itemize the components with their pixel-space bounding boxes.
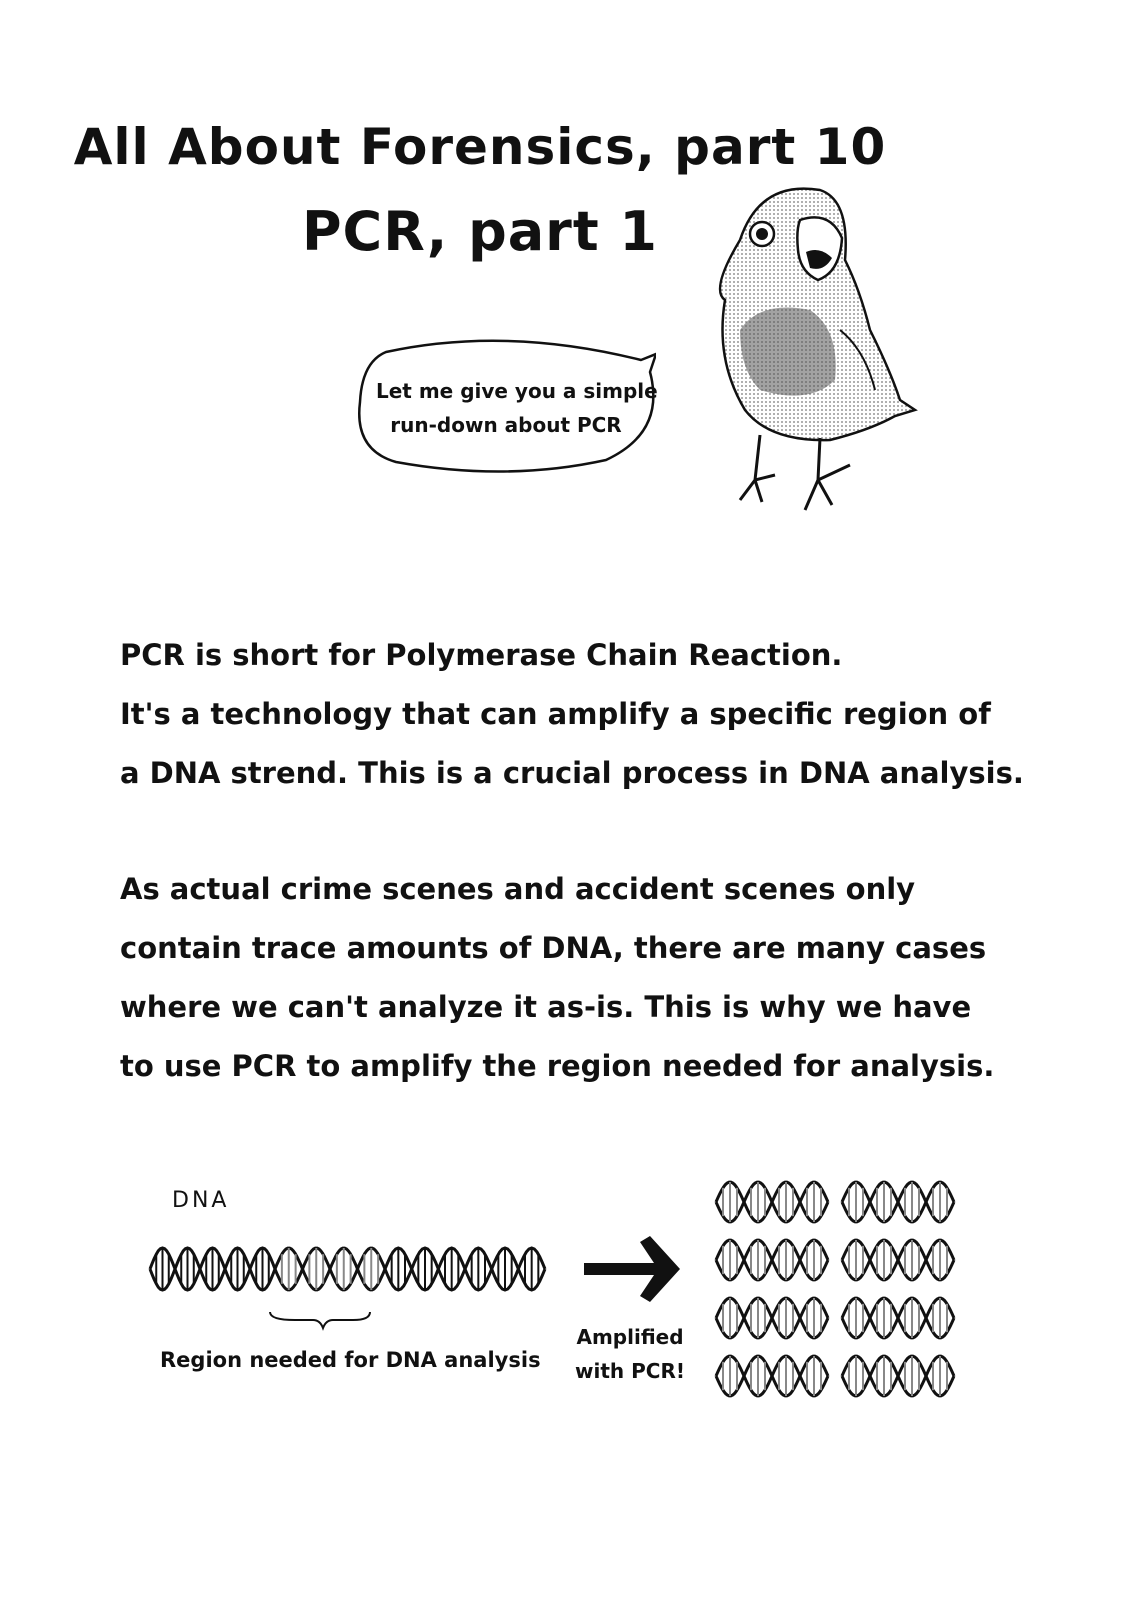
- dna-helix: [716, 1240, 828, 1280]
- dna-helix: [842, 1240, 954, 1280]
- region-bracket: [270, 1312, 370, 1328]
- amplified-line-1: Amplified: [576, 1325, 684, 1349]
- dna-helix: [385, 1248, 545, 1290]
- dna-helix: [842, 1298, 954, 1338]
- page-subtitle: PCR, part 1: [301, 200, 658, 263]
- paragraph-2-line: As actual crime scenes and accident scenes only: [120, 872, 916, 906]
- paragraph-1: [120, 626, 1024, 803]
- paragraph-2-line: where we can't analyze it as-is. This is why we have: [120, 990, 972, 1024]
- paragraph-1-line: a DNA strend. This is a crucial process in DNA analysis.: [120, 756, 1024, 790]
- lovebird-illustration: [700, 180, 920, 520]
- dna-helix: [150, 1248, 275, 1290]
- page-title: All About Forensics, part 10: [73, 118, 887, 176]
- amplified-line-2: with PCR!: [575, 1359, 685, 1383]
- dna-strand-illustration: [145, 1240, 555, 1344]
- bubble-line-2: run-down about PCR: [390, 413, 622, 437]
- region-label: Region needed for DNA analysis: [160, 1348, 541, 1372]
- paragraph-2: [120, 860, 1000, 1096]
- speech-bubble: [356, 332, 656, 474]
- dna-helix: [842, 1356, 954, 1396]
- bubble-line-1: Let me give you a simple: [376, 379, 658, 403]
- dna-helix: [716, 1298, 828, 1338]
- arrow-right-icon: [584, 1234, 684, 1308]
- paragraph-2-line: contain trace amounts of DNA, there are many cases: [120, 931, 987, 965]
- paragraph-1-line: It's a technology that can amplify a specific region of: [120, 697, 991, 731]
- dna-label: DNA: [172, 1188, 230, 1213]
- dna-helix: [842, 1182, 954, 1222]
- paragraph-2-line: to use PCR to amplify the region needed for analysis.: [120, 1049, 995, 1083]
- dna-helix: [275, 1248, 385, 1290]
- paragraph-1-line: PCR is short for Polymerase Chain Reaction.: [120, 638, 843, 672]
- dna-helix: [716, 1182, 828, 1222]
- amplified-dna-grid: [712, 1176, 962, 1406]
- amplified-label: [570, 1320, 690, 1388]
- dna-helix: [716, 1356, 828, 1396]
